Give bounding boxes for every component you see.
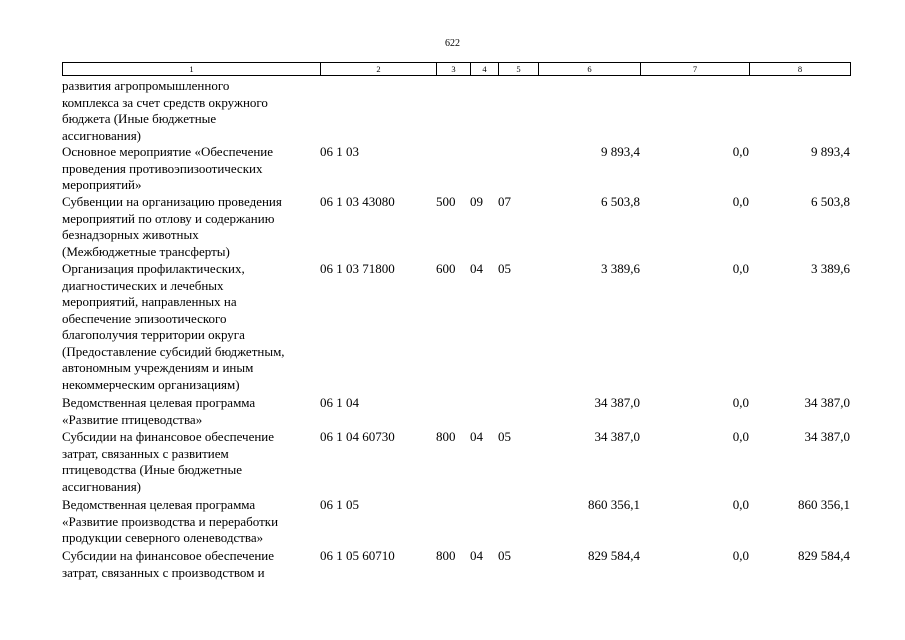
- table-row: [62, 261, 850, 395]
- row-code: 06 1 05 60710: [320, 548, 395, 563]
- row-col3: [436, 395, 470, 429]
- row-code: [320, 78, 436, 144]
- row-value-7: 0,0: [732, 194, 749, 209]
- row-value-8: [749, 78, 850, 144]
- row-col4: [470, 395, 498, 429]
- row-col3: [436, 78, 470, 144]
- row-name: развития агропромышленного комплекса за счет средств окружного бюджета (Иные бюджетные ассигнования): [62, 78, 268, 143]
- row-col3: [436, 497, 470, 548]
- row-value-7: [640, 78, 749, 144]
- row-name: Ведомственная целевая программа «Развитие производства и переработки продукции северного оленеводства»: [62, 497, 279, 545]
- row-value-6: 829 584,4: [588, 548, 640, 563]
- table-row: [62, 429, 850, 497]
- row-value-6: 34 387,0: [594, 395, 640, 410]
- row-code: 06 1 04: [320, 395, 359, 410]
- row-col4: 04: [470, 261, 483, 276]
- header-col-5: 5: [499, 63, 539, 76]
- header-col-6: 6: [539, 63, 641, 76]
- table-row: [62, 548, 850, 582]
- row-value-7: 0,0: [732, 261, 749, 276]
- row-value-6: 9 893,4: [601, 144, 640, 159]
- row-code: 06 1 04 60730: [320, 429, 395, 444]
- row-code: 06 1 03 71800: [320, 261, 395, 276]
- row-col4: 04: [470, 548, 483, 563]
- row-name: Основное мероприятие «Обеспечение проведения противоэпизоотических мероприятий»: [62, 144, 274, 192]
- row-code: 06 1 03 43080: [320, 194, 395, 209]
- row-col5: 07: [498, 194, 511, 209]
- row-value-8: 9 893,4: [811, 144, 850, 159]
- row-value-8: 34 387,0: [804, 395, 850, 410]
- row-name: Ведомственная целевая программа «Развитие птицеводства»: [62, 395, 256, 427]
- header-col-3: 3: [437, 63, 471, 76]
- row-value-7: 0,0: [732, 497, 749, 512]
- row-value-6: 34 387,0: [594, 429, 640, 444]
- row-value-8: 829 584,4: [798, 548, 850, 563]
- row-name: Субсидии на финансовое обеспечение затрат, связанных с производством и: [62, 548, 275, 580]
- row-value-6: 6 503,8: [601, 194, 640, 209]
- row-col5: [498, 144, 538, 194]
- row-name: Организация профилактических, диагностических и лечебных мероприятий, направленных на обеспечение эпизоотического благополучия территории округа (Предоставление субсидий бюджетным, автономным учреждениям и иным некоммерческим организациям): [62, 261, 285, 392]
- row-value-7: 0,0: [732, 144, 749, 159]
- row-col3: 800: [436, 429, 456, 444]
- row-value-7: 0,0: [732, 429, 749, 444]
- row-col5: [498, 395, 538, 429]
- row-value-6: 860 356,1: [588, 497, 640, 512]
- row-value-6: [538, 78, 640, 144]
- header-col-7: 7: [641, 63, 750, 76]
- table-row: [62, 144, 850, 194]
- row-col4: [470, 78, 498, 144]
- row-col5: 05: [498, 429, 511, 444]
- row-value-7: 0,0: [732, 395, 749, 410]
- row-code: 06 1 03: [320, 144, 359, 159]
- row-col3: 800: [436, 548, 456, 563]
- row-col4: [470, 497, 498, 548]
- row-col5: [498, 497, 538, 548]
- header-col-4: 4: [471, 63, 499, 76]
- table-row: [62, 78, 850, 144]
- table-row: [62, 194, 850, 261]
- row-value-8: 34 387,0: [804, 429, 850, 444]
- row-col4: [470, 144, 498, 194]
- row-col5: 05: [498, 261, 511, 276]
- table-row: [62, 497, 850, 548]
- row-col3: 600: [436, 261, 456, 276]
- row-col4: 04: [470, 429, 483, 444]
- table-row: [62, 395, 850, 429]
- budget-table-body: [62, 78, 850, 582]
- row-col4: 09: [470, 194, 483, 209]
- header-col-8: 8: [750, 63, 851, 76]
- column-number-header: [62, 62, 851, 76]
- row-col5: [498, 78, 538, 144]
- row-code: 06 1 05: [320, 497, 359, 512]
- header-col-1: 1: [63, 63, 321, 76]
- row-value-8: 860 356,1: [798, 497, 850, 512]
- page-number: 622: [445, 38, 460, 49]
- header-col-2: 2: [321, 63, 437, 76]
- row-value-8: 3 389,6: [811, 261, 850, 276]
- row-value-8: 6 503,8: [811, 194, 850, 209]
- row-value-6: 3 389,6: [601, 261, 640, 276]
- row-value-7: 0,0: [732, 548, 749, 563]
- row-col5: 05: [498, 548, 511, 563]
- row-col3: [436, 144, 470, 194]
- row-name: Субвенции на организацию проведения мероприятий по отлову и содержанию безнадзорных животных (Межбюджетные трансферты): [62, 194, 282, 259]
- row-name: Субсидии на финансовое обеспечение затрат, связанных с развитием птицеводства (Иные бюджетные ассигнования): [62, 429, 275, 494]
- row-col3: 500: [436, 194, 456, 209]
